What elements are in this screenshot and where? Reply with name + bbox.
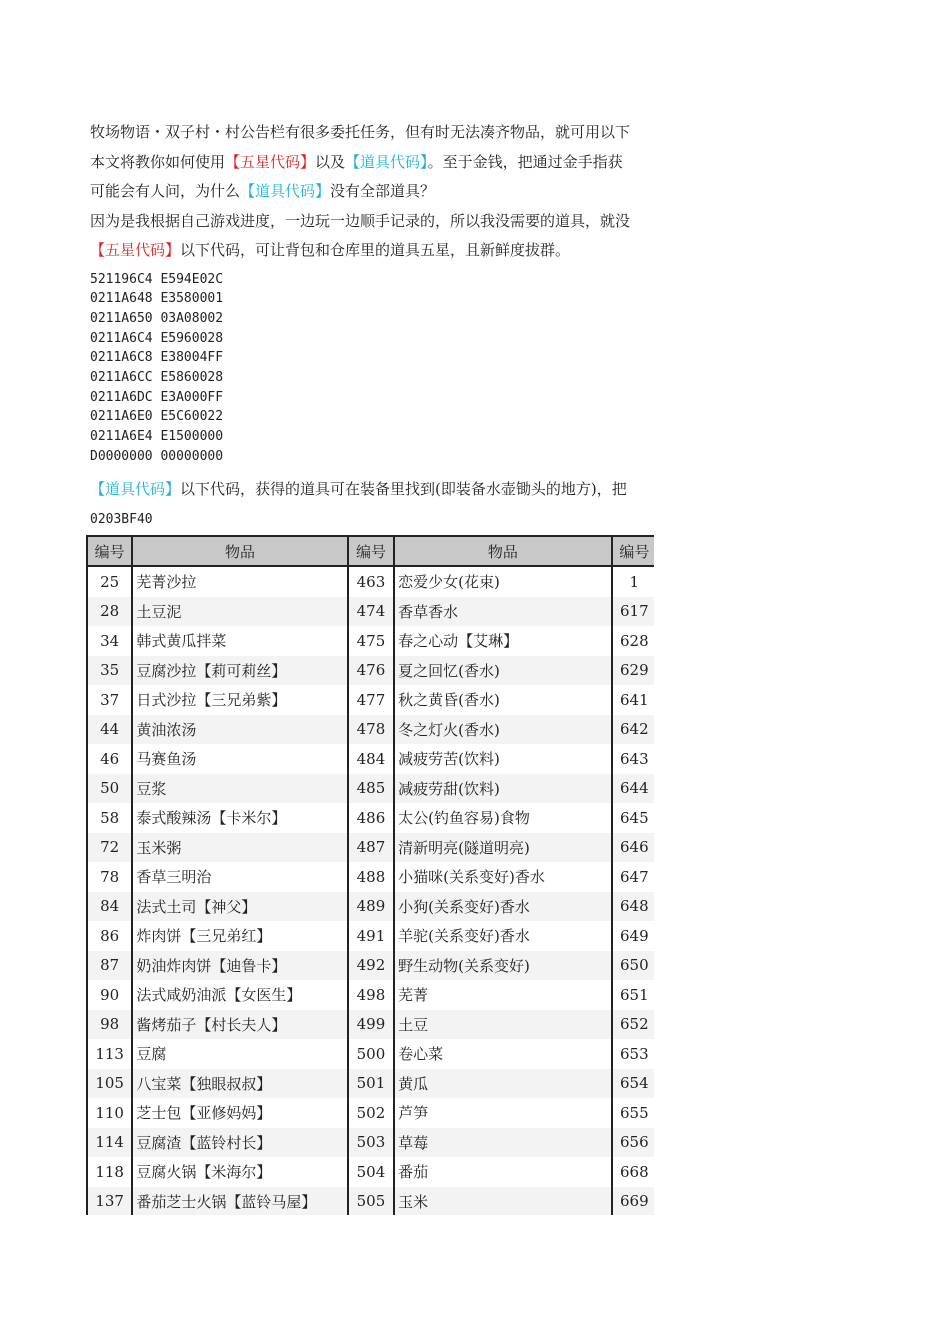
intro-text: 本文将教你如何使用 [90, 152, 226, 171]
item-name: 番茄芝士火锅【蓝铃马屋】 [132, 1187, 348, 1216]
item-name: 炸肉饼【三兄弟红】 [132, 921, 348, 951]
item-name: 春之心动【艾琳】 [394, 626, 612, 656]
item-name: 恋爱少女(花束) [394, 566, 612, 597]
item-code-highlight: 【道具代码】 [345, 152, 428, 171]
item-id: 488 [348, 862, 394, 892]
item-id: 645 [612, 803, 654, 833]
item-id: 653 [612, 1039, 654, 1069]
header-item: 物品 [132, 536, 348, 566]
item-id: 647 [612, 862, 654, 892]
intro-text: 没有全部道具？ [330, 182, 436, 200]
item-name: 黄瓜 [394, 1069, 612, 1099]
table-row [87, 685, 654, 715]
item-id: 642 [612, 715, 654, 745]
table-row [87, 833, 654, 863]
item-id: 1 [612, 566, 654, 597]
item-id: 90 [87, 980, 132, 1010]
intro-line-2 [90, 148, 656, 178]
item-name: 芜菁沙拉 [132, 566, 348, 597]
item-id: 505 [348, 1187, 394, 1216]
item-code-heading [90, 475, 656, 505]
table-row [87, 1010, 654, 1040]
table-row [87, 980, 654, 1010]
item-id: 617 [612, 597, 654, 627]
item-id: 644 [612, 774, 654, 804]
item-name: 豆腐 [132, 1039, 348, 1069]
item-id: 502 [348, 1098, 394, 1128]
item-id: 114 [87, 1128, 132, 1158]
item-id: 78 [87, 862, 132, 892]
header-id: 编号 [348, 536, 394, 566]
item-id: 25 [87, 566, 132, 597]
item-name: 豆腐火锅【米海尔】 [132, 1157, 348, 1187]
item-id: 655 [612, 1098, 654, 1128]
item-name: 番茄 [394, 1157, 612, 1187]
item-name: 土豆泥 [132, 597, 348, 627]
item-id: 668 [612, 1157, 654, 1187]
item-id: 486 [348, 803, 394, 833]
code-line: 0211A650 03A08002 [90, 310, 224, 326]
item-id: 98 [87, 1010, 132, 1040]
intro-text: 牧场物语・双子村・村公告栏有很多委托任务，但有时无法凑齐物品，就可用以下 [90, 123, 631, 141]
intro-line-3 [90, 177, 656, 207]
star-code-heading [90, 236, 656, 266]
item-name: 秋之黄昏(香水) [394, 685, 612, 715]
star-code-highlight: 【五星代码】 [90, 241, 181, 259]
item-id: 629 [612, 656, 654, 686]
item-name: 八宝菜【独眼叔叔】 [132, 1069, 348, 1099]
code-line: 0211A6C8 E38004FF [90, 350, 224, 366]
code-line: 0211A6E0 E5C60022 [90, 409, 224, 425]
table-row [87, 715, 654, 745]
item-id: 650 [612, 951, 654, 981]
item-name: 泰式酸辣汤【卡米尔】 [132, 803, 348, 833]
item-id: 489 [348, 892, 394, 922]
item-id: 137 [87, 1187, 132, 1216]
item-id: 656 [612, 1128, 654, 1158]
item-id: 477 [348, 685, 394, 715]
item-id: 105 [87, 1069, 132, 1099]
header-item: 物品 [394, 536, 612, 566]
item-id: 501 [348, 1069, 394, 1099]
item-name: 减疲劳甜(饮料) [394, 774, 612, 804]
item-name: 马赛鱼汤 [132, 744, 348, 774]
item-id: 499 [348, 1010, 394, 1040]
item-code-highlight: 【道具代码】 [240, 182, 331, 200]
item-code-highlight: 【道具代码】 [90, 480, 181, 499]
item-name: 清新明亮(隧道明亮) [394, 833, 612, 863]
item-id: 474 [348, 597, 394, 627]
item-name: 酱烤茄子【村长夫人】 [132, 1010, 348, 1040]
star-code-highlight: 【五星代码】 [225, 152, 316, 171]
table-row [87, 1098, 654, 1128]
item-id: 118 [87, 1157, 132, 1187]
item-id: 478 [348, 715, 394, 745]
item-id: 72 [87, 833, 132, 863]
item-id: 37 [87, 685, 132, 715]
table-row [87, 1157, 654, 1187]
intro-text: 。至于金钱，把通过金手指获 [427, 152, 623, 171]
item-code-address: 0203BF40 [90, 511, 153, 527]
item-id: 504 [348, 1157, 394, 1187]
code-line: 0211A6CC E5860028 [90, 369, 224, 385]
item-name: 法式咸奶油派【女医生】 [132, 980, 348, 1010]
intro-text: 以下代码，可让背包和仓库里的道具五星，且新鲜度拔群。 [180, 241, 571, 259]
item-name: 日式沙拉【三兄弟紫】 [132, 685, 348, 715]
item-table [86, 535, 654, 1215]
item-id: 500 [348, 1039, 394, 1069]
table-row [87, 744, 654, 774]
item-id: 44 [87, 715, 132, 745]
item-id: 651 [612, 980, 654, 1010]
table-row [87, 1128, 654, 1158]
item-name: 夏之回忆(香水) [394, 656, 612, 686]
table-header-row [87, 536, 654, 566]
item-id: 475 [348, 626, 394, 656]
item-name: 香草香水 [394, 597, 612, 627]
intro-text: 以下代码，获得的道具可在装备里找到(即装备水壶锄头的地方)，把 [180, 480, 627, 499]
item-name: 芝士包【亚修妈妈】 [132, 1098, 348, 1128]
table-row [87, 597, 654, 627]
item-id: 86 [87, 921, 132, 951]
item-id: 654 [612, 1069, 654, 1099]
item-id: 491 [348, 921, 394, 951]
item-id: 463 [348, 566, 394, 597]
item-name: 黄油浓汤 [132, 715, 348, 745]
item-id: 28 [87, 597, 132, 627]
item-id: 46 [87, 744, 132, 774]
item-id: 643 [612, 744, 654, 774]
table-row [87, 774, 654, 804]
item-id: 652 [612, 1010, 654, 1040]
item-name: 法式土司【神父】 [132, 892, 348, 922]
code-line: 0211A648 E3580001 [90, 291, 224, 307]
code-line: D0000000 00000000 [90, 448, 224, 464]
item-name: 芦笋 [394, 1098, 612, 1128]
item-id: 641 [612, 685, 654, 715]
header-id: 编号 [612, 536, 654, 566]
item-name: 豆腐渣【蓝铃村长】 [132, 1128, 348, 1158]
code-line: 521196C4 E594E02C [90, 271, 224, 287]
item-name: 玉米粥 [132, 833, 348, 863]
table-row [87, 951, 654, 981]
table-row [87, 1039, 654, 1069]
table-row [87, 1187, 654, 1216]
item-name: 小猫咪(关系变好)香水 [394, 862, 612, 892]
item-id: 503 [348, 1128, 394, 1158]
item-name: 减疲劳苦(饮料) [394, 744, 612, 774]
item-name: 土豆 [394, 1010, 612, 1040]
item-id: 58 [87, 803, 132, 833]
item-name: 玉米 [394, 1187, 612, 1216]
table-row [87, 1069, 654, 1099]
intro-text: 因为是我根据自己游戏进度，一边玩一边顺手记录的，所以我没需要的道具，就没 [90, 211, 631, 230]
item-id: 34 [87, 626, 132, 656]
table-row [87, 626, 654, 656]
item-id: 110 [87, 1098, 132, 1128]
item-id: 487 [348, 833, 394, 863]
item-id: 649 [612, 921, 654, 951]
item-id: 35 [87, 656, 132, 686]
item-name: 奶油炸肉饼【迪鲁卡】 [132, 951, 348, 981]
intro-line-4 [90, 207, 656, 237]
item-name: 冬之灯火(香水) [394, 715, 612, 745]
item-name: 豆腐沙拉【莉可莉丝】 [132, 656, 348, 686]
item-id: 485 [348, 774, 394, 804]
item-id: 492 [348, 951, 394, 981]
article-body [90, 118, 656, 535]
item-id: 498 [348, 980, 394, 1010]
intro-line-1 [90, 118, 656, 148]
item-id: 50 [87, 774, 132, 804]
table-row [87, 862, 654, 892]
item-name: 草莓 [394, 1128, 612, 1158]
item-name: 芜菁 [394, 980, 612, 1010]
item-id: 628 [612, 626, 654, 656]
item-table-container [86, 535, 654, 1215]
item-id: 669 [612, 1187, 654, 1216]
code-line: 0211A6DC E3A000FF [90, 389, 224, 405]
item-id: 484 [348, 744, 394, 774]
item-name: 羊驼(关系变好)香水 [394, 921, 612, 951]
item-name: 香草三明治 [132, 862, 348, 892]
item-name: 豆浆 [132, 774, 348, 804]
item-name: 卷心菜 [394, 1039, 612, 1069]
item-name: 野生动物(关系变好) [394, 951, 612, 981]
item-id: 113 [87, 1039, 132, 1069]
item-name: 小狗(关系变好)香水 [394, 892, 612, 922]
item-id: 87 [87, 951, 132, 981]
item-name: 太公(钓鱼容易)食物 [394, 803, 612, 833]
code-line: 0211A6C4 E5960028 [90, 330, 224, 346]
star-code-list [90, 270, 656, 467]
header-id: 编号 [87, 536, 132, 566]
table-row [87, 921, 654, 951]
item-name: 韩式黄瓜拌菜 [132, 626, 348, 656]
table-row [87, 803, 654, 833]
item-id: 476 [348, 656, 394, 686]
item-id: 84 [87, 892, 132, 922]
table-row [87, 892, 654, 922]
code-line: 0211A6E4 E1500000 [90, 429, 224, 444]
table-row [87, 656, 654, 686]
item-id: 646 [612, 833, 654, 863]
intro-text: 可能会有人问，为什么 [90, 182, 241, 200]
table-row [87, 566, 654, 597]
intro-text: 以及 [315, 152, 346, 171]
item-id: 648 [612, 892, 654, 922]
